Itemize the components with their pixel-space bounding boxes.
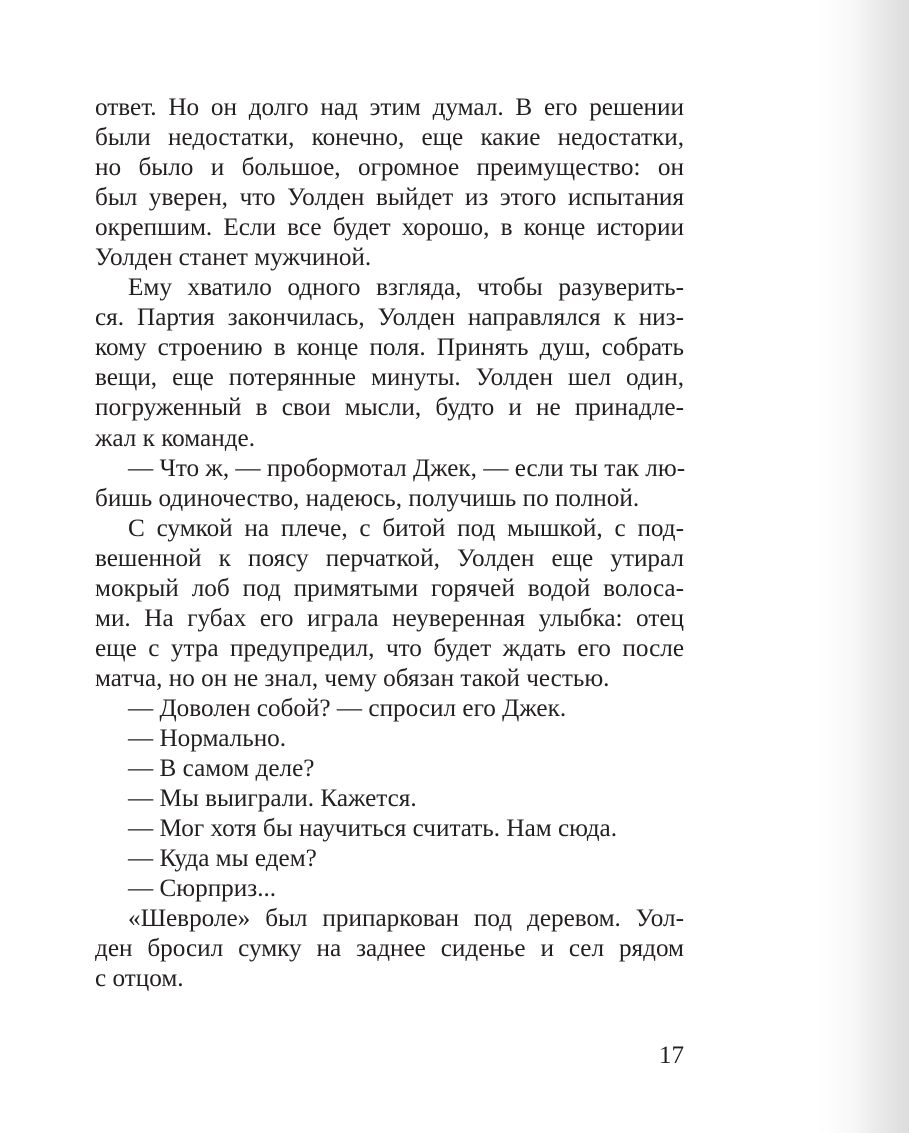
paragraph	[95, 273, 684, 453]
dialogue-paragraph	[95, 814, 684, 844]
paragraph	[95, 514, 684, 694]
dialogue-paragraph	[95, 454, 684, 514]
text-line: кому строению в конце поля. Принять душ, собрать	[95, 334, 684, 362]
text-line: Ему хватило одного взгляда, чтобы разуверить-	[128, 274, 684, 302]
text-line: окрепшим. Если все будет хорошо, в конце истории	[95, 214, 684, 242]
text-line: вещи, еще потерянные минуты. Уолден шел один,	[95, 364, 684, 392]
text-line: жал к команде.	[95, 424, 255, 452]
text-line: бишь одиночество, надеюсь, получишь по полной.	[95, 484, 640, 512]
dialogue-paragraph	[95, 874, 684, 904]
text-line: вешенной к поясу перчаткой, Уолден еще утирал	[95, 544, 684, 572]
dialogue-paragraph	[95, 754, 684, 784]
text-line: матча, но он не знал, чему обязан такой честью.	[95, 664, 610, 692]
text-line: но было и большое, огромное преимущество: он	[95, 154, 684, 182]
dialogue-paragraph	[95, 724, 684, 754]
text-line: — Сюрприз...	[128, 875, 277, 903]
text-line: — Куда мы едем?	[128, 845, 317, 873]
text-line: был уверен, что Уолден выйдет из этого испытания	[95, 184, 684, 212]
dialogue-paragraph	[95, 844, 684, 874]
text-line: С сумкой на плече, с битой под мышкой, с под-	[128, 514, 684, 542]
paragraph	[95, 93, 684, 273]
page-number: 17	[659, 1042, 684, 1069]
text-line: — Мы выиграли. Кажется.	[128, 785, 417, 813]
dialogue-paragraph	[95, 694, 684, 724]
text-line: погруженный в свои мысли, будто и не принадле-	[95, 394, 684, 422]
text-line: Уолден станет мужчиной.	[95, 244, 372, 272]
text-line: — Мог хотя бы научиться считать. Нам сюда.	[128, 815, 618, 843]
text-line: с отцом.	[95, 965, 184, 993]
text-line: ся. Партия закончилась, Уолден направлялся к низ-	[95, 304, 684, 332]
text-line: — Доволен собой? — спросил его Джек.	[128, 694, 567, 722]
text-line: ответ. Но он долго над этим думал. В его решении	[95, 94, 684, 121]
page-fold-shadow	[817, 0, 909, 1133]
body-text-column	[95, 93, 684, 994]
text-line: — Что ж, — пробормотал Джек, — если ты так лю-	[128, 454, 686, 482]
text-line: — В самом деле?	[128, 755, 315, 783]
text-line: еще с утра предупредил, что будет ждать его после	[95, 634, 684, 662]
text-line: ми. На губах его играла неуверенная улыбка: отец	[95, 604, 684, 632]
text-line: «Шевроле» был припаркован под деревом. Уол-	[128, 905, 684, 933]
text-line: ден бросил сумку на заднее сиденье и сел рядом	[95, 935, 684, 963]
dialogue-paragraph	[95, 784, 684, 814]
text-line: — Нормально.	[128, 724, 287, 752]
text-line: мокрый лоб под примятыми горячей водой волоса-	[95, 574, 684, 602]
paragraph	[95, 904, 684, 994]
text-line: были недостатки, конечно, еще какие недостатки,	[95, 124, 684, 152]
